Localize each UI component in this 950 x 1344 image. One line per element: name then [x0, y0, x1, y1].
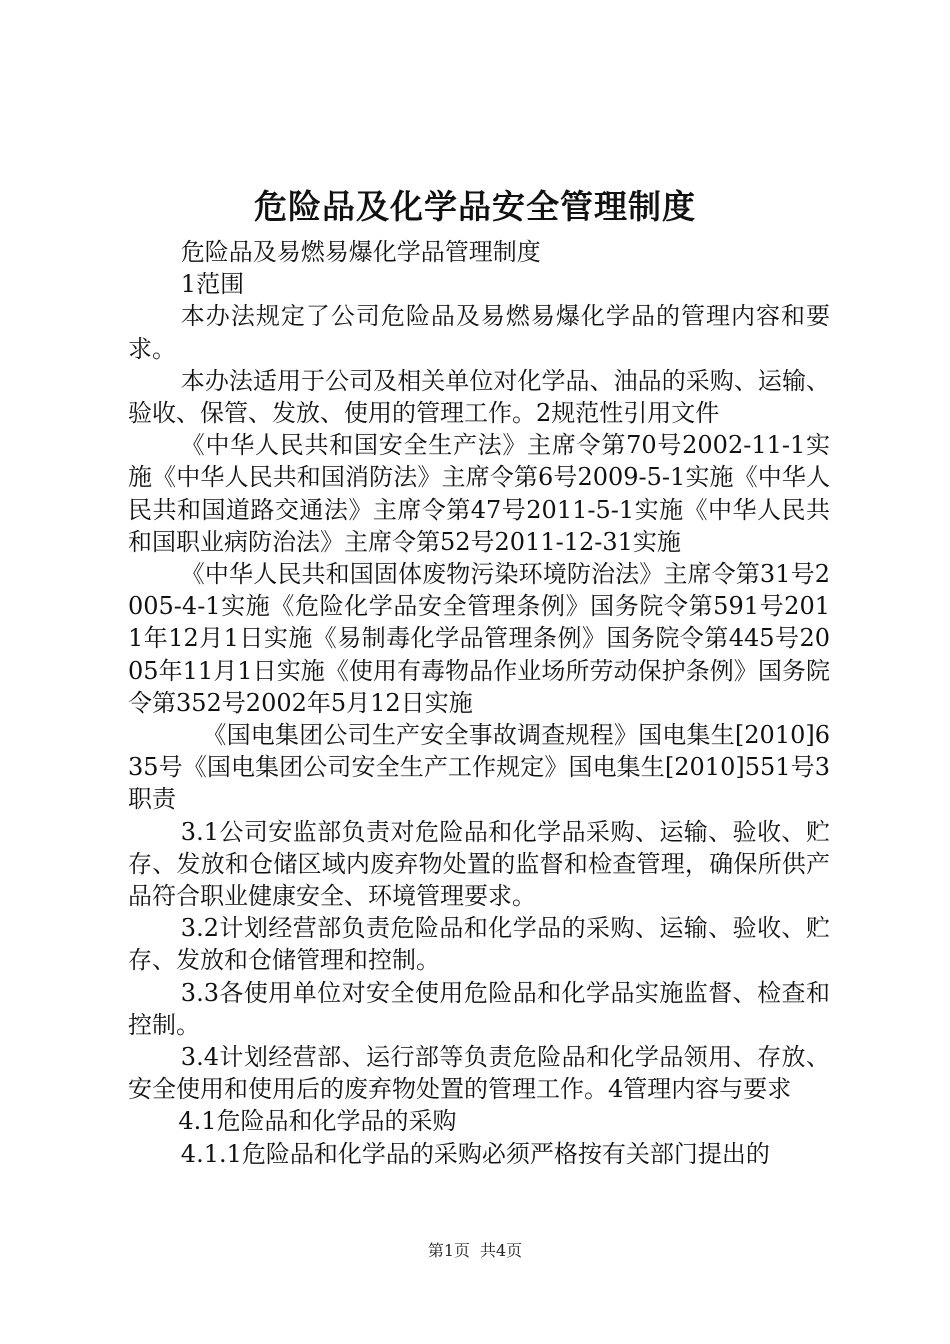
paragraph: 3.1公司安监部负责对危险品和化学品采购、运输、验收、贮存、发放和仓储区域内废弃物处置的监督和检查管理，确保所供产品符合职业健康安全、环境管理要求。	[128, 817, 830, 911]
paragraph-references: 《中华人民共和国固体废物污染环境防治法》主席令第31号2005-4-1实施《危险化学品安全管理条例》国务院令第591号2011年12月1日实施《易制毒化学品管理条例》国务院令第445号2005年11月1日实施《使用有毒物品作业场所劳动保护条例》国务院令第352号2002年5月12日实施	[128, 560, 830, 717]
document-title: 危险品及化学品安全管理制度	[254, 187, 696, 226]
paragraph: 4.1.1危险品和化学品的采购必须严格按有关部门提出的	[180, 1139, 770, 1168]
paragraph-subtitle: 危险品及易燃易爆化学品管理制度	[180, 238, 541, 266]
paragraph: 3.2计划经营部负责危险品和化学品的采购、运输、验收、贮存、发放和仓储管理和控制。	[128, 914, 830, 975]
page-total: 共4页	[480, 1241, 523, 1260]
paragraph: 本办法适用于公司及相关单位对化学品、油品的采购、运输、验收、保管、发放、使用的管理工作。2规范性引用文件	[128, 366, 830, 428]
paragraph: 3.4计划经营部、运行部等负责危险品和化学品领用、存放、安全使用和使用后的废弃物处置的管理工作。4管理内容与要求	[128, 1043, 830, 1104]
page-footer	[0, 1240, 950, 1262]
paragraph-references: 《国电集团公司生产安全事故调查规程》国电集生[2010]635号《国电集团公司安全生产工作规定》国电集生[2010]551号3职责	[128, 721, 830, 814]
section-heading-scope: 1范围	[180, 270, 245, 299]
section-heading: 4.1危险品和化学品的采购	[178, 1107, 457, 1136]
page-number: 第1页	[427, 1241, 470, 1260]
paragraph: 本办法规定了公司危险品及易燃易爆化学品的管理内容和要求。	[128, 302, 830, 363]
document-body	[128, 236, 830, 1170]
paragraph: 3.3各使用单位对安全使用危险品和化学品实施监督、检查和控制。	[128, 978, 830, 1039]
paragraph-references: 《中华人民共和国安全生产法》主席令第70号2002-11-1实施《中华人民共和国消防法》主席令第6号2009-5-1实施《中华人民共和国道路交通法》主席令第47号2011-5-1实施《中华人民共和国职业病防治法》主席令第52号2011-12-31实施	[128, 431, 830, 556]
